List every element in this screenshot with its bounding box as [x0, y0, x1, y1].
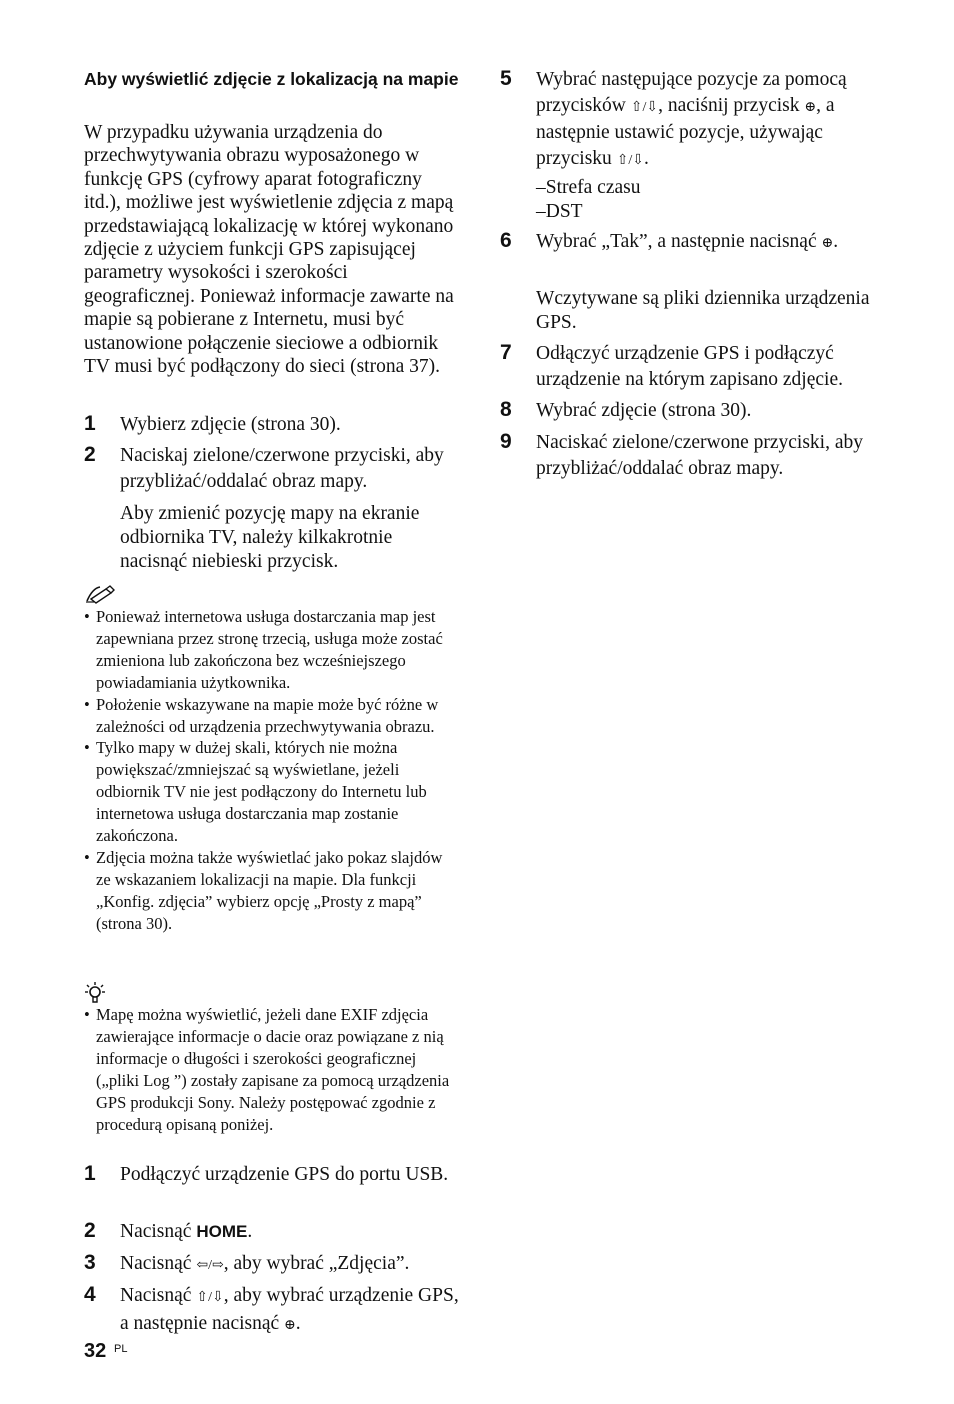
- intro-paragraph: W przypadku używania urządzenia do przechwytywania obrazu wyposażonego w funkcję GPS (cyfrowy aparat fotograficzny itd.), możliwe jest wyświetlenie zdjęcia z mapą przedstawiającą lokalizację w której wykonano zdjęcie z użyciem funkcji GPS zapisującej parametry wysokości i szerokości geograficznej. Ponieważ informacje zawarte na mapie są pobierane z Internetu, musi być ustanowione połączenie sieciowe a odbiornik TV musi być podłączony do sieci (strona 37).: [84, 122, 454, 378]
- step-2-note: Aby zmienić pozycję mapy na ekranie odbiornika TV, należy kilkakrotnie nacisnąć niebieski przycisk.: [120, 503, 420, 572]
- step-8: [500, 398, 880, 424]
- section-heading: Aby wyświetlić zdjęcie z lokalizacją na mapie: [84, 69, 459, 89]
- step-6-note: Wczytywane są pliki dziennika urządzenia GPS.: [536, 288, 870, 333]
- step-text: Wybrać „Tak”, a następnie nacisnąć ⊕.: [536, 231, 839, 252]
- step-number: 4: [84, 1283, 96, 1306]
- up-down-arrows-icon: ⇧/⇩: [616, 152, 645, 168]
- step-number: 2: [84, 443, 96, 466]
- enter-button-icon: ⊕: [804, 99, 817, 115]
- up-down-arrows-icon: ⇧/⇩: [630, 99, 659, 115]
- step-7: [500, 341, 880, 392]
- step-number: 2: [84, 1219, 96, 1242]
- list-item: –Strefa czasu: [536, 177, 641, 198]
- note-item: • Tylko mapy w dużej skali, których nie można powiększać/zmniejszać są wyświetlane, jeżeli odbiornik TV nie jest podłączony do Internetu lub internetowa usługa dostarczania map zostanie zakończona.: [84, 737, 456, 847]
- step-number: 7: [500, 341, 512, 364]
- note-item: • Ponieważ internetowa usługa dostarczania map jest zapewniana przez stronę trzecią, usługa może zostać zmieniona lub zakończona bez wcześniejszego powiadamiania użytkownika.: [84, 606, 456, 694]
- enter-button-icon: ⊕: [284, 1317, 296, 1333]
- step-text: Wybrać następujące pozycje za pomocą przycisków ⇧/⇩, naciśnij przycisk ⊕, a następnie ustawić pozycje, używając przycisku ⇧/⇩.: [536, 69, 847, 169]
- step-text: Nacisnąć ⇧/⇩, aby wybrać urządzenie GPS, a następnie nacisnąć ⊕.: [120, 1285, 459, 1334]
- step-b-1: [84, 1162, 464, 1188]
- step-a-2: [84, 443, 464, 494]
- step-5: [500, 67, 880, 173]
- step-text: Naciskaj zielone/czerwone przyciski, aby przybliżać/oddalać obraz mapy.: [120, 445, 444, 492]
- step-5-items: [536, 176, 876, 224]
- notes-list: [84, 606, 456, 935]
- step-6: [500, 229, 880, 257]
- page-number: 32: [84, 1340, 107, 1362]
- step-number: 9: [500, 430, 512, 453]
- step-text: Podłączyć urządzenie GPS do portu USB.: [120, 1164, 449, 1185]
- step-b-2: [84, 1219, 464, 1245]
- step-number: 6: [500, 229, 512, 252]
- enter-button-icon: ⊕: [821, 236, 834, 251]
- step-text: Nacisnąć HOME.: [120, 1221, 253, 1242]
- list-item: –DST: [536, 201, 583, 222]
- left-right-arrows-icon: ⇦/⇨: [196, 1258, 224, 1273]
- step-b-4: [84, 1283, 464, 1338]
- step-text: Naciskać zielone/czerwone przyciski, aby przybliżać/oddalać obraz mapy.: [536, 432, 864, 479]
- note-item: • Zdjęcia można także wyświetlać jako pokaz slajdów ze wskazaniem lokalizacji na mapie. Dla funkcji „Konfig. zdjęcia” wybierz opcję „Prosty z mapą” (strona 30).: [84, 847, 456, 935]
- step-text: Wybierz zdjęcie (strona 30).: [120, 414, 341, 435]
- step-text: Wybrać zdjęcie (strona 30).: [536, 400, 752, 421]
- step-number: 1: [84, 1162, 96, 1185]
- step-number: 8: [500, 398, 512, 421]
- tip-list: [84, 1004, 456, 1135]
- step-9: [500, 430, 880, 481]
- page-language: PL: [114, 1343, 128, 1355]
- step-number: 3: [84, 1251, 96, 1274]
- step-b-3: [84, 1251, 464, 1279]
- step-number: 1: [84, 412, 96, 435]
- step-text: Nacisnąć ⇦/⇨, aby wybrać „Zdjęcia”.: [120, 1253, 410, 1274]
- note-item: • Położenie wskazywane na mapie może być różne w zależności od urządzenia przechwytywania obrazu.: [84, 694, 456, 738]
- step-number: 5: [500, 67, 512, 90]
- home-button-label: HOME: [196, 1222, 248, 1241]
- tip-item: • Mapę można wyświetlić, jeżeli dane EXIF zdjęcia zawierające informacje o dacie oraz powiązane z nią informacje o długości i szerokości geograficznej („pliki Log ”) zostały zapisane za pomocą urządzenia GPS produkcji Sony. Należy postępować zgodnie z procedurą opisaną poniżej.: [84, 1004, 456, 1135]
- step-text: Odłączyć urządzenie GPS i podłączyć urządzenie na którym zapisano zdjęcie.: [536, 343, 843, 390]
- up-down-arrows-icon: ⇧/⇩: [196, 1290, 224, 1305]
- step-a-1: [84, 412, 464, 438]
